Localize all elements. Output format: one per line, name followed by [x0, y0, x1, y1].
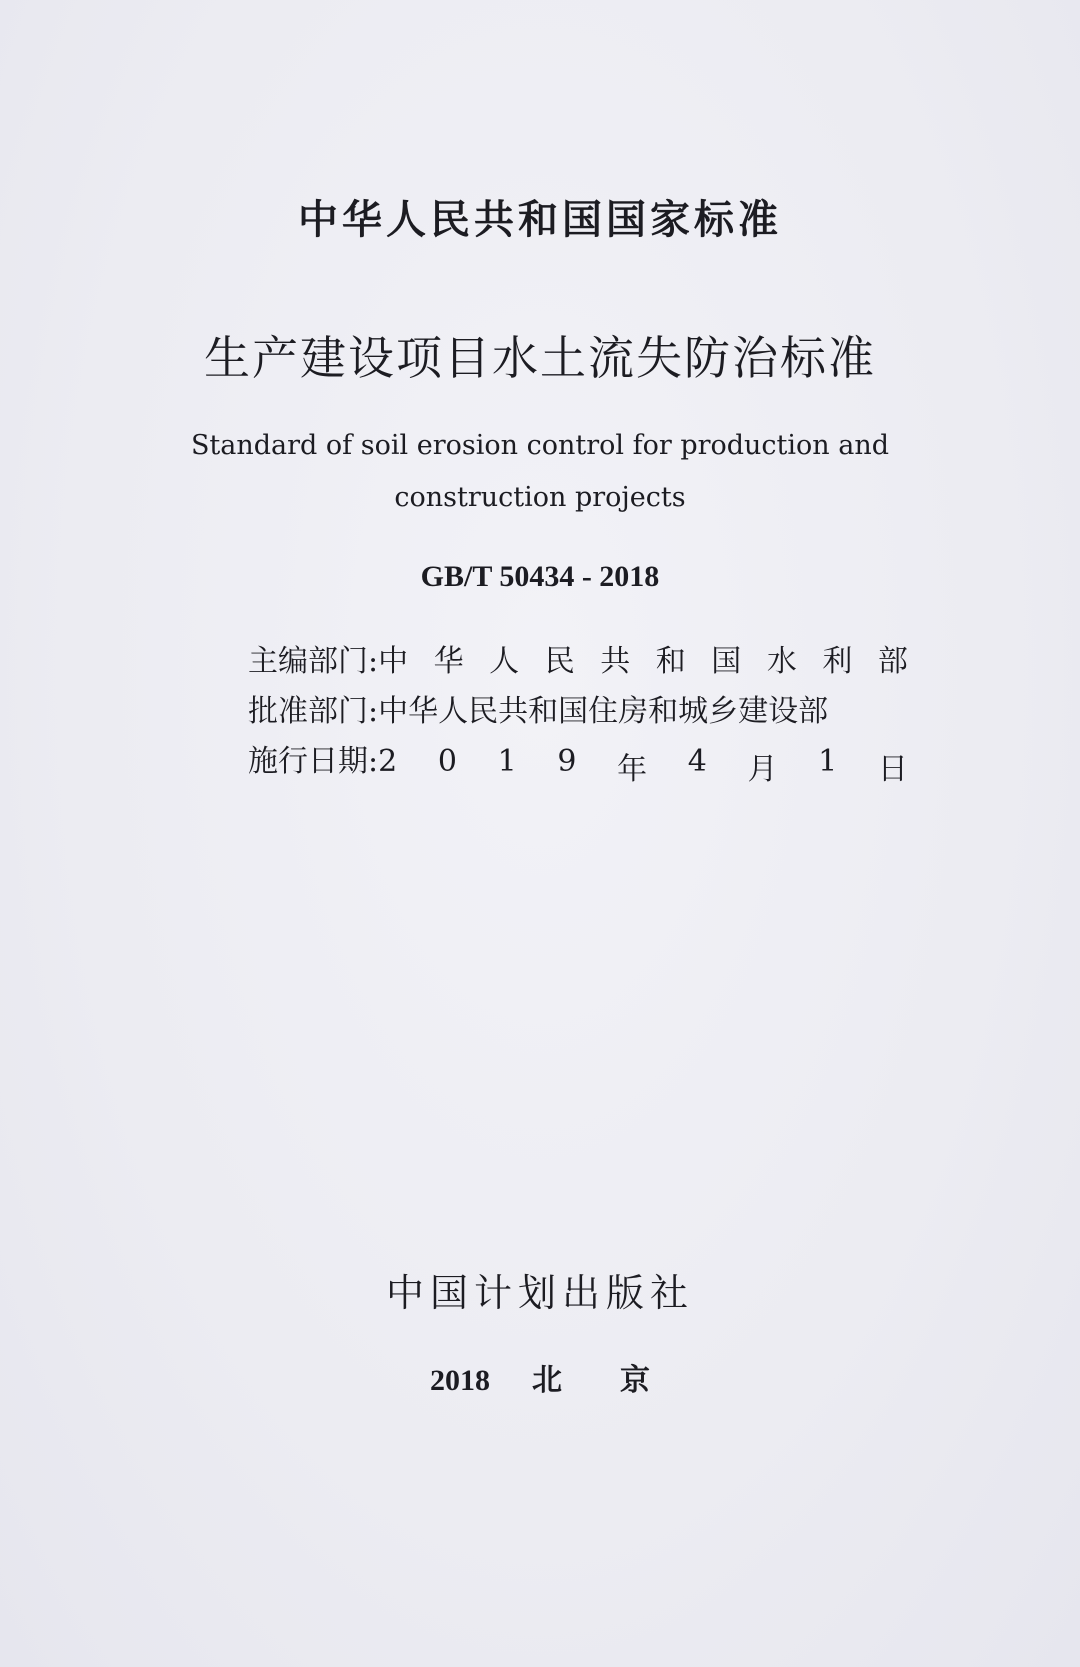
publication-city-char-2: 京: [620, 1364, 650, 1397]
editor-char: 国: [711, 644, 742, 679]
approver-department-label: 批准部门:: [248, 694, 379, 729]
english-title-line-1: Standard of soil erosion control for production and: [190, 430, 890, 461]
editor-department-label: 主编部门:: [248, 644, 379, 679]
editor-char: 人: [489, 644, 520, 679]
editor-char: 利: [822, 644, 853, 679]
effective-date-value: [378, 744, 908, 788]
standard-title-chinese: 生产建设项目水土流失防治标准: [204, 331, 876, 385]
effective-date-label: 施行日期:: [248, 744, 379, 779]
editor-char: 和: [655, 644, 686, 679]
publication-year: 2018: [430, 1364, 490, 1397]
date-char: 4: [687, 744, 707, 779]
date-char: 年: [617, 752, 648, 787]
editor-department-value: [378, 636, 908, 680]
english-title-line-2: construction projects: [394, 482, 686, 513]
editor-char: 部: [877, 644, 908, 679]
editor-department-row: [248, 636, 908, 680]
standard-code: GB/T 50434 - 2018: [420, 560, 660, 593]
approver-department-value: 中华人民共和国住房和城乡建设部: [378, 694, 829, 729]
date-char: 1: [497, 744, 517, 779]
date-char: 日: [877, 752, 908, 787]
editor-char: 中: [378, 644, 409, 679]
publication-city-char-1: 北: [532, 1364, 562, 1397]
standard-title-english: [0, 420, 1080, 524]
publication-year-city: [0, 1355, 1080, 1399]
date-char: 0: [437, 744, 457, 779]
publisher-name: 中国计划出版社: [385, 1271, 694, 1315]
date-char: 1: [818, 744, 838, 779]
date-char: 9: [557, 744, 577, 779]
editor-char: 共: [600, 644, 631, 679]
editor-char: 水: [766, 644, 797, 679]
date-char: 2: [378, 744, 398, 779]
editor-char: 华: [433, 644, 464, 679]
editor-char: 民: [544, 644, 575, 679]
date-char: 月: [747, 752, 778, 787]
approver-department-row: [248, 686, 908, 730]
effective-date-row: [248, 736, 908, 788]
national-standard-heading: 中华人民共和国国家标准: [298, 197, 782, 243]
